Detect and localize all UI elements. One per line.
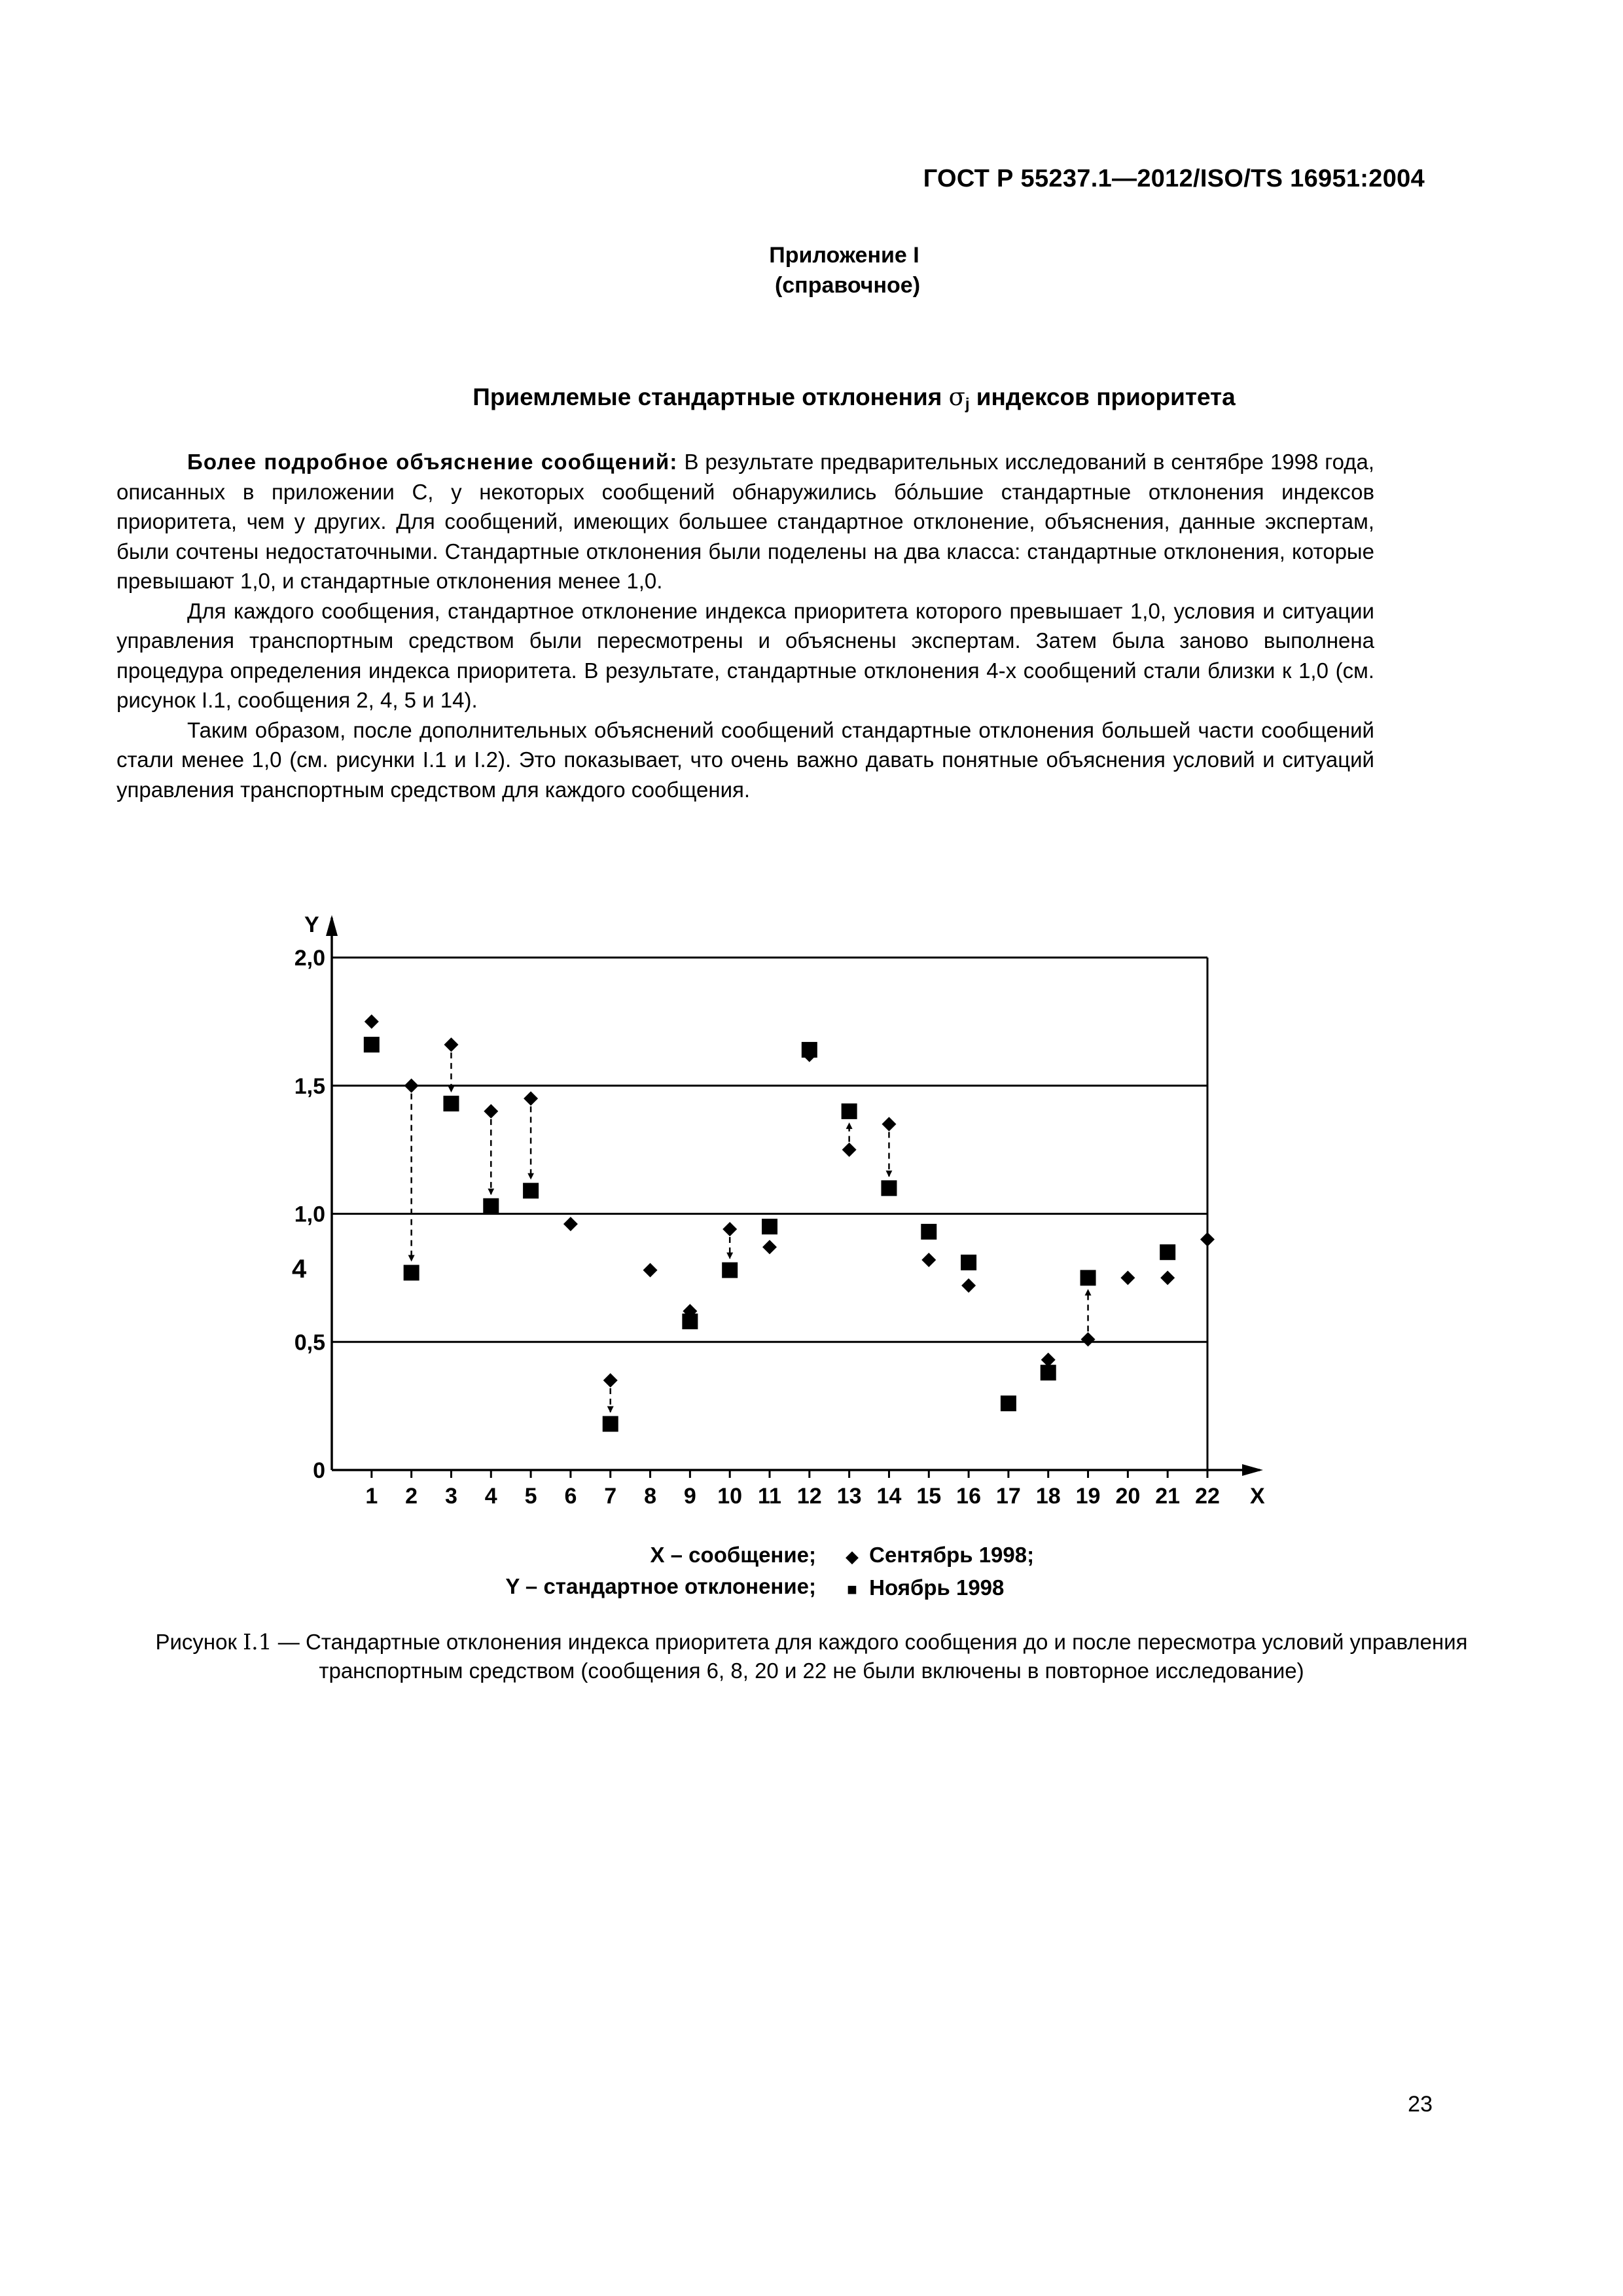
point-november (603, 1416, 618, 1432)
sigma-symbol: σ (948, 383, 965, 411)
x-tick-label: 5 (524, 1484, 537, 1509)
point-november (921, 1224, 936, 1240)
page-number: 23 (1408, 2092, 1433, 2117)
diamond-marker-icon: ◆ (846, 1547, 859, 1566)
x-tick-label: 2 (405, 1484, 418, 1509)
x-tick-label: 19 (1075, 1484, 1101, 1509)
point-november (961, 1255, 976, 1270)
point-september (1120, 1270, 1135, 1285)
point-november (1160, 1244, 1175, 1260)
x-tick-label: 13 (836, 1484, 862, 1509)
legend-entry-september (841, 1539, 1034, 1572)
section-title-end: индексов приоритета (969, 384, 1236, 410)
stray-y-label: 4 (292, 1255, 307, 1283)
y-axis-label: Y (304, 912, 319, 937)
x-tick-label: 8 (644, 1484, 657, 1509)
legend-september-label: Сентябрь 1998; (869, 1543, 1035, 1567)
paragraph-2: Для каждого сообщения, стандартное отклонение индекса приоритета которого превышает 1,0, условия и ситуации управления транспортным средством были пересмотрены и объяснены экспертам. Затем была заново выполнена процедура определения индекса приоритета. В результате, стандартные отклонения 4-х сообщений стали близки к 1,0 (см. рисунок I.1, сообщения 2, 4, 5 и 14). (116, 598, 1374, 712)
chart-change-arrows (412, 1052, 1088, 1412)
point-september (444, 1037, 458, 1052)
figure-caption (111, 1628, 1512, 1685)
point-november (1001, 1395, 1016, 1411)
point-september (921, 1253, 936, 1267)
section-title-start: Приемлемые стандартные отклонения (473, 384, 949, 410)
chart-points (364, 1014, 1215, 1432)
y-tick-label: 2,0 (294, 946, 325, 971)
point-november (722, 1263, 738, 1278)
point-september (961, 1278, 976, 1293)
point-november (881, 1180, 897, 1196)
point-november (1080, 1270, 1096, 1285)
y-tick-label: 0,5 (294, 1330, 325, 1355)
sigma-subscript: j (965, 395, 970, 413)
point-september (524, 1091, 538, 1105)
appendix-label: Приложение I (769, 243, 919, 268)
point-september (762, 1240, 777, 1254)
legend-x-description: X – сообщение; (650, 1543, 816, 1567)
x-tick-label: 18 (1035, 1484, 1061, 1509)
x-tick-label: 20 (1115, 1484, 1141, 1509)
x-axis-arrow-icon (1242, 1464, 1263, 1476)
x-axis-label: X (1250, 1484, 1265, 1509)
y-tick-label: 0 (313, 1458, 325, 1483)
point-november (443, 1096, 459, 1111)
paragraph-1-lead: Более подробное объяснение сообщений: (187, 450, 678, 474)
document-code: ГОСТ Р 55237.1—2012/ISO/TS 16951:2004 (923, 165, 1425, 192)
point-september (722, 1222, 737, 1236)
legend-entry-november (841, 1572, 1034, 1605)
point-september (404, 1079, 419, 1093)
y-tick-label: 1,0 (294, 1202, 325, 1227)
paragraph-3: Таким образом, после дополнительных объяснений сообщений стандартные отклонения большей части сообщений стали менее 1,0 (см. рисунки I.1 и I.2). Это показывает, что очень важно давать понятные объяснения условий и ситуаций управления транспортным средством для каждого сообщения. (116, 717, 1374, 802)
x-tick-label: 21 (1155, 1484, 1181, 1509)
point-september (842, 1143, 857, 1157)
x-tick-label: 16 (956, 1484, 982, 1509)
point-november (523, 1183, 539, 1198)
x-tick-label: 17 (995, 1484, 1021, 1509)
y-tick-label: 1,5 (294, 1073, 325, 1099)
chart-axes (326, 915, 1263, 1478)
chart-tick-labels (292, 912, 1265, 1509)
chart-grid (332, 958, 1207, 1470)
point-september (1200, 1232, 1215, 1247)
point-september (643, 1263, 658, 1278)
x-tick-label: 15 (916, 1484, 942, 1509)
x-tick-label: 11 (758, 1484, 781, 1509)
point-september (563, 1217, 578, 1231)
point-november (404, 1265, 419, 1281)
x-tick-label: 7 (604, 1484, 617, 1509)
point-november (1041, 1365, 1056, 1380)
point-september (484, 1104, 498, 1119)
point-september (603, 1373, 618, 1388)
caption-text: — Стандартные отклонения индекса приоритета для каждого сообщения до и после пересмотра условий управления транспортным средством (сообщения 6, 8, 20 и 22 не были включены в повторное исследование) (272, 1630, 1468, 1683)
x-tick-label: 4 (484, 1484, 497, 1509)
point-november (842, 1103, 857, 1119)
point-september (1081, 1332, 1096, 1346)
x-tick-label: 6 (564, 1484, 577, 1509)
appendix-kind: (справочное) (774, 273, 921, 298)
x-tick-label: 1 (365, 1484, 378, 1509)
square-marker-icon: ■ (847, 1579, 857, 1599)
x-tick-label: 10 (717, 1484, 743, 1509)
x-tick-label: 14 (876, 1484, 902, 1509)
point-november (762, 1219, 777, 1234)
legend-november-label: Ноябрь 1998 (869, 1575, 1005, 1600)
y-axis-arrow-icon (326, 915, 338, 936)
caption-prefix: Рисунок (155, 1630, 243, 1654)
x-tick-label: 12 (796, 1484, 822, 1509)
point-november (483, 1198, 499, 1214)
x-tick-label: 9 (683, 1484, 696, 1509)
paragraph-1-text: В результате предварительных исследований в сентябре 1998 года, описанных в приложении С, у некоторых сообщений обнаружились бóльшие стандартные отклонения индексов приоритета, чем у других. Для сообщений, имеющих большее стандартное отклонение, объяснения, данные экспертам, были сочтены недостаточными. Стандартные отклонения были поделены на два класса: стандартные отклонения, которые превышают 1,0, и стандартные отклонения менее 1,0. (116, 450, 1374, 593)
legend-y-description: Y – стандартное отклонение; (505, 1574, 816, 1598)
legend-axis-descriptions (505, 1539, 816, 1602)
point-september (882, 1117, 896, 1131)
point-november (364, 1037, 380, 1052)
caption-figure-number: I.1 (243, 1629, 272, 1655)
x-tick-label: 22 (1195, 1484, 1220, 1509)
x-tick-label: 3 (444, 1484, 457, 1509)
legend-series (841, 1539, 1034, 1605)
point-september (365, 1014, 379, 1029)
point-september (1160, 1270, 1175, 1285)
